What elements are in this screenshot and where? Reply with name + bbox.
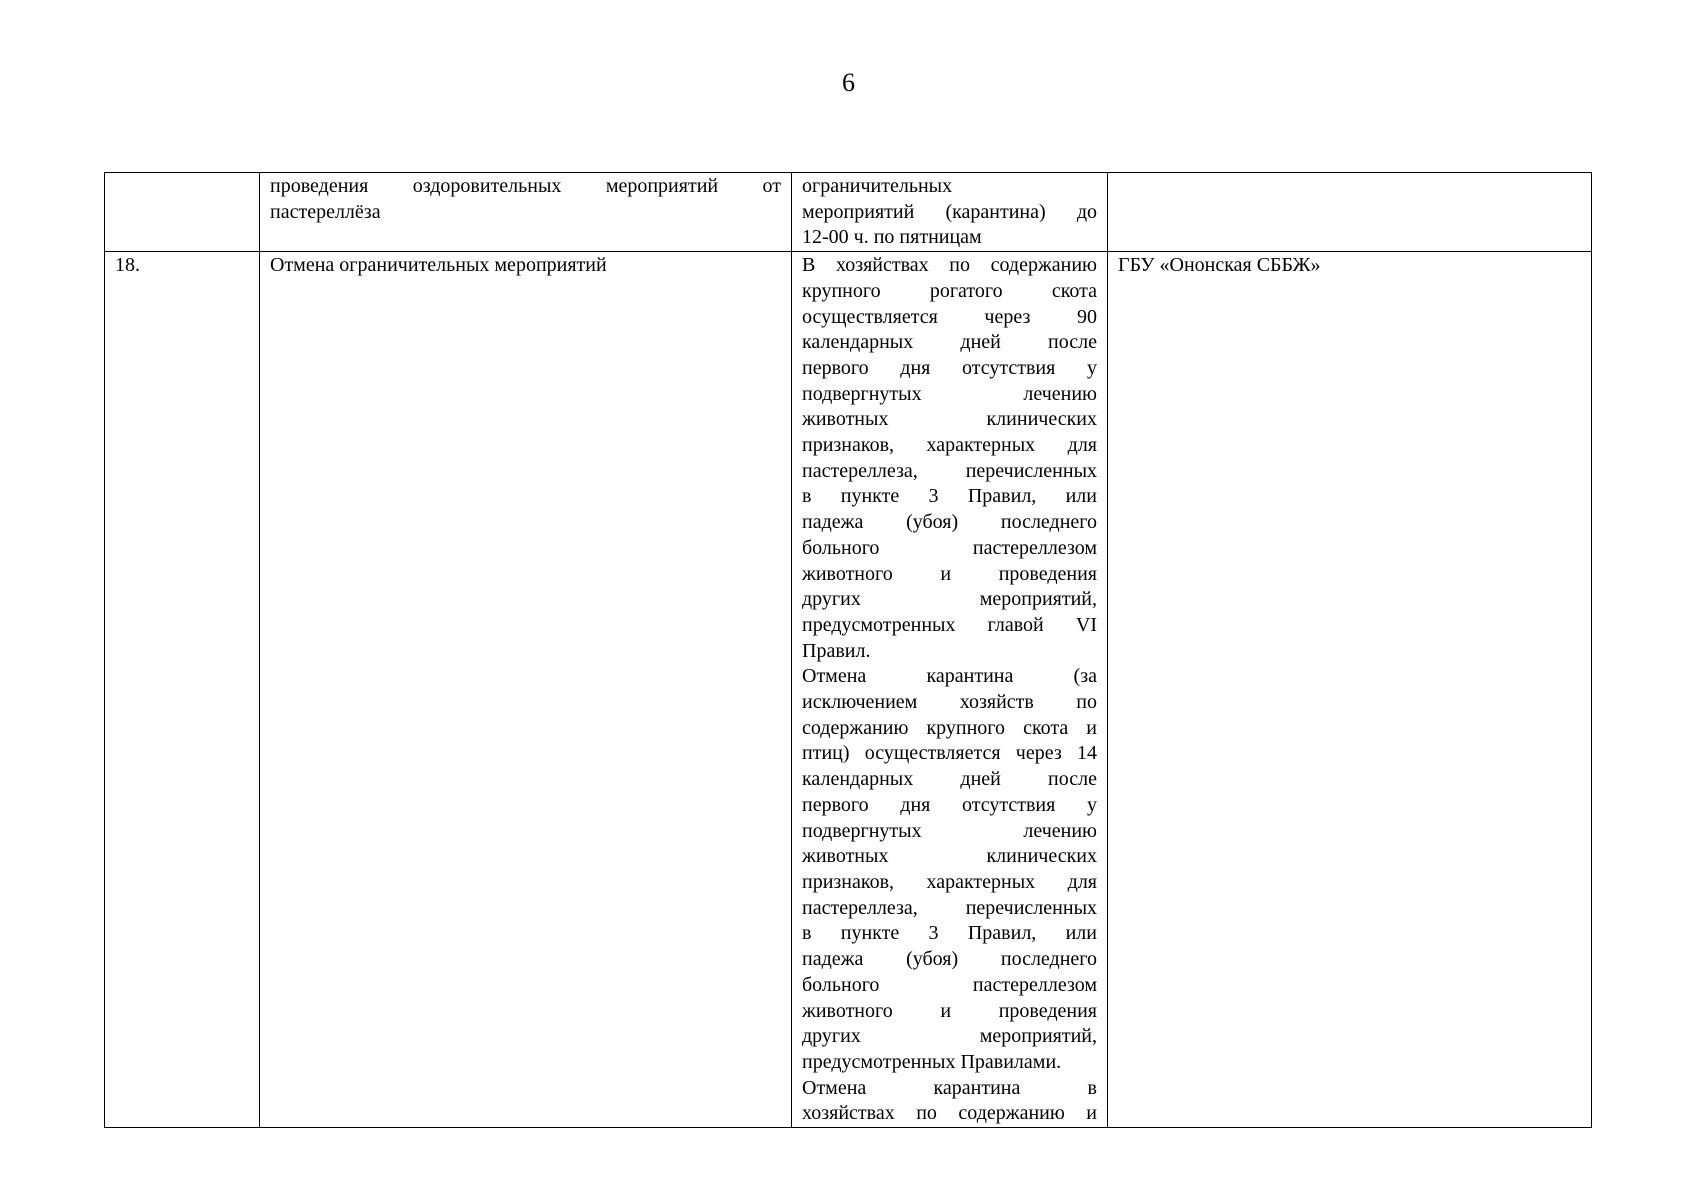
text-line: предусмотренных Правилами.: [802, 1050, 1062, 1073]
cell-number: [105, 173, 260, 252]
text-line: календарных дней после: [802, 768, 1097, 791]
text-line: проведения оздоровительных мероприятий от: [270, 175, 781, 197]
text-line: крупного рогатого скота: [802, 279, 1097, 302]
text-line: животных клинических: [802, 408, 1097, 431]
cell-event: [260, 173, 792, 252]
cell-number: 18.: [105, 252, 260, 1128]
text-line: признаков, характерных для: [802, 434, 1097, 457]
text-line: хозяйствах по содержанию и: [802, 1102, 1097, 1125]
text-line: первого дня отсутствия у: [802, 793, 1097, 816]
text-line: животных клинических: [802, 845, 1097, 868]
text-line: больного пастереллезом: [802, 973, 1097, 996]
text-line: животного и проведения: [802, 999, 1097, 1022]
text-line: Правил.: [802, 639, 871, 662]
text-line: больного пастереллезом: [802, 536, 1097, 559]
text-line: ограничительных: [802, 175, 953, 197]
text-line: содержанию крупного скота и: [802, 716, 1097, 739]
text-line: в пункте 3 Правил, или: [802, 922, 1097, 945]
text-line: животного и проведения: [802, 562, 1097, 585]
text-line: подвергнутых лечению: [802, 819, 1097, 842]
text-line: птиц) осуществляется через 14: [802, 742, 1097, 765]
text-line: предусмотренных главой VI: [802, 613, 1097, 636]
text-line: пастереллеза, перечисленных: [802, 459, 1097, 482]
cell-conditions: [792, 252, 1108, 1128]
text-line: пастереллёза: [270, 200, 381, 223]
text-line: признаков, характерных для: [802, 870, 1097, 893]
text-line: 12-00 ч. по пятницам: [802, 226, 982, 249]
text-line: падежа (убоя) последнего: [802, 948, 1097, 971]
text-line: Отмена карантина (за: [802, 665, 1097, 688]
text-line: календарных дней после: [802, 331, 1097, 354]
text-line: в пункте 3 Правил, или: [802, 485, 1097, 508]
table-row-18: [105, 252, 1592, 1128]
cell-responsible: ГБУ «Ононская СББЖ»: [1108, 252, 1592, 1128]
text-line: пастереллеза, перечисленных: [802, 896, 1097, 919]
page-number: 6: [842, 68, 855, 97]
text-line: первого дня отсутствия у: [802, 356, 1097, 379]
text-line: подвергнутых лечению: [802, 382, 1097, 405]
text-line: других мероприятий,: [802, 588, 1097, 611]
cell-event: Отмена ограничительных мероприятий: [260, 252, 792, 1128]
table-row-continuation: [105, 173, 1592, 252]
cell-responsible: [1108, 173, 1592, 252]
text-line: В хозяйствах по содержанию: [802, 254, 1097, 277]
measures-table: [104, 172, 1592, 1128]
text-line: других мероприятий,: [802, 1025, 1097, 1048]
text-line: падежа (убоя) последнего: [802, 511, 1097, 534]
cell-conditions: [792, 173, 1108, 252]
text-line: мероприятий (карантина) до: [802, 200, 1097, 223]
text-line: осуществляется через 90: [802, 305, 1097, 328]
text-line: Отмена карантина в: [802, 1076, 1097, 1099]
text-line: исключением хозяйств по: [802, 691, 1097, 714]
